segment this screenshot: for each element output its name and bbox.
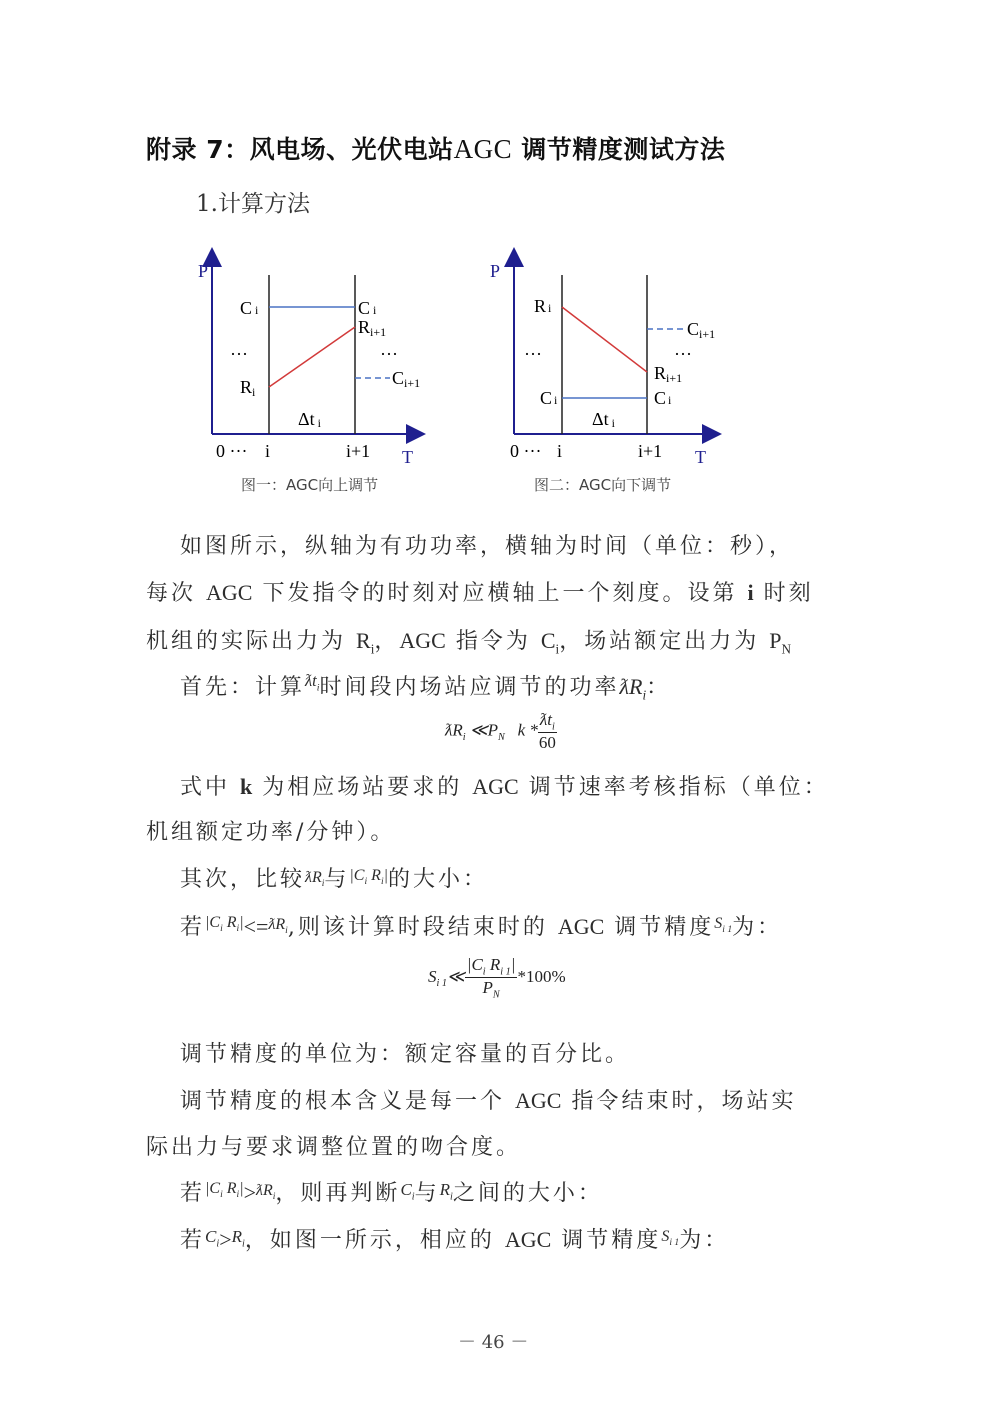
text-agc: AGC <box>472 774 519 799</box>
subscript: i <box>380 876 384 888</box>
text-agc: AGC <box>504 1227 552 1252</box>
delta-r-symbol <box>256 1182 276 1203</box>
label-ci1-right: Ci+1 <box>392 368 421 390</box>
tick-i: i <box>557 441 563 461</box>
denominator: 60 <box>538 733 556 753</box>
paragraph-1-line-3 <box>146 624 791 657</box>
text: | <box>383 867 389 884</box>
subscript: i <box>462 732 466 743</box>
label-ci-right: Ci <box>654 388 672 408</box>
paragraph-6: 调节精度的单位为：额定容量的百分比。 <box>180 1042 631 1067</box>
text: 的大小： <box>388 867 489 892</box>
symbol-c: C <box>540 628 556 653</box>
label-ri-left: Ri <box>534 296 552 316</box>
text: 首先：计算 <box>180 675 306 700</box>
text: 与 <box>324 867 350 892</box>
text: ： <box>646 675 672 700</box>
text: 指令为 <box>445 629 541 654</box>
subscript: i 1 <box>436 978 447 990</box>
symbol-r: R <box>356 628 371 653</box>
text: 为： <box>732 915 783 940</box>
label-ri-left: Ri <box>240 377 256 399</box>
figure-1-agc-up <box>180 245 450 505</box>
text: ƛR <box>268 916 286 933</box>
subscript: N <box>781 641 791 657</box>
subscript: i <box>316 681 320 693</box>
paragraph-5 <box>180 910 782 941</box>
text: ƛR <box>305 869 322 886</box>
numerator: $|C_i$ $R_{i 1}|$ <box>466 955 516 978</box>
text-agc: AGC <box>206 580 253 605</box>
text: ƛt <box>305 670 317 690</box>
page-number: － 46 － <box>458 1332 529 1353</box>
text: ，则再判断 <box>275 1181 401 1206</box>
text: ，如图一所示，相应的 <box>244 1228 505 1253</box>
subscript: i <box>370 641 375 657</box>
text-agc: AGC <box>399 628 446 653</box>
text: 下发指令的时刻对应横轴上一个刻度。设第 <box>252 581 748 606</box>
subscript: i 1 <box>500 966 511 978</box>
delta-r-symbol <box>268 916 288 937</box>
text: | <box>239 914 244 931</box>
paragraph-1-line-2 <box>146 576 814 607</box>
subscript: i <box>364 876 368 888</box>
tick-i: i <box>265 441 271 461</box>
text: 若 <box>180 1228 206 1253</box>
dots-left: ··· <box>230 344 248 364</box>
title-prefix: 附录 7：风电场、光伏电站 <box>146 135 454 164</box>
formula-delta-r <box>445 710 557 753</box>
subscript: i <box>551 721 555 733</box>
subscript: i <box>236 923 240 935</box>
text: 机组的实际出力为 <box>146 629 356 654</box>
tick-i1: i+1 <box>346 441 371 461</box>
paragraph-8 <box>180 1176 603 1207</box>
symbol-p: P <box>769 628 782 653</box>
text-i: i <box>747 580 754 605</box>
text: ƛt <box>539 710 552 729</box>
text: 调节精度的根本含义是每一个 <box>180 1089 515 1114</box>
dots-right: ··· <box>380 344 398 364</box>
subscript: i <box>482 966 486 978</box>
x-axis-label: T <box>695 447 706 467</box>
figure-2-agc-down <box>482 245 752 505</box>
paragraph-3-line-2: 机组额定功率/分钟）。 <box>146 820 396 845</box>
text: S <box>714 915 723 932</box>
tick-0: 0 ··· <box>510 441 542 461</box>
subscript: i 1 <box>669 1237 680 1249</box>
actual-line-ri <box>269 327 355 387</box>
formula-precision <box>428 955 566 1001</box>
text: 与 <box>414 1181 440 1206</box>
paragraph-3-line-1 <box>180 770 829 801</box>
text: R <box>222 914 237 931</box>
text: 调节精度 <box>604 915 715 940</box>
tick-0: 0 ··· <box>216 441 248 461</box>
subscript: i <box>321 878 325 890</box>
subscript: i 1 <box>722 924 733 936</box>
text: ，场站额定出力为 <box>559 629 770 654</box>
label-delta-t: Δt i <box>592 409 615 430</box>
delta-r-symbol <box>305 869 325 890</box>
text: S <box>428 966 437 986</box>
y-axis-label: P <box>490 261 501 281</box>
text: 时间段内场站应调节的功率 <box>319 675 620 700</box>
symbol-ri <box>231 1227 245 1250</box>
text: |C <box>349 867 365 884</box>
paragraph-7-line-1 <box>180 1084 796 1115</box>
text-gt: > <box>219 1227 232 1252</box>
text: 调节速率考核指标（单位： <box>518 775 829 800</box>
figure-2-caption: 图二：AGC向下调节 <box>534 476 672 494</box>
tick-i1: i+1 <box>638 441 663 461</box>
text: C <box>400 1180 412 1199</box>
abs-ci-ri <box>205 1180 244 1201</box>
dots-left: ··· <box>524 344 542 364</box>
denominator <box>465 978 518 1000</box>
paragraph-9 <box>180 1223 729 1254</box>
text: 指令结束时，场站实 <box>561 1089 797 1114</box>
subscript: i <box>272 1191 276 1203</box>
text: ≪P <box>469 720 499 740</box>
text-agc: AGC <box>515 1088 562 1113</box>
label-ci1-right: Ci+1 <box>687 319 716 341</box>
text: 每次 <box>146 581 206 606</box>
text: R <box>485 955 501 974</box>
text: R <box>439 1180 451 1199</box>
text: 若 <box>180 915 206 940</box>
text: 之间的大小： <box>452 1181 603 1206</box>
subscript: N <box>498 732 505 743</box>
delta-t-symbol <box>305 670 320 693</box>
text: 若 <box>180 1181 206 1206</box>
symbol-ci <box>400 1180 415 1203</box>
s-symbol <box>714 915 733 936</box>
subscript: i <box>411 1191 415 1203</box>
subscript: i <box>220 1189 223 1201</box>
label-delta-t: Δt i <box>298 409 321 430</box>
symbol-ri <box>439 1180 453 1203</box>
label-ci-left: Ci <box>240 298 259 318</box>
text: | <box>239 1180 244 1197</box>
text: |C <box>205 914 221 931</box>
text: C <box>205 1227 217 1246</box>
dots-right: ··· <box>674 344 692 364</box>
text: R <box>231 1227 243 1246</box>
text: ƛR <box>619 674 643 699</box>
symbol-k: k <box>240 774 253 799</box>
actual-line-ri <box>562 307 647 372</box>
text: P <box>482 978 493 998</box>
text: R <box>367 867 381 884</box>
appendix-title <box>146 130 725 166</box>
title-suffix: 调节精度测试方法 <box>512 135 726 164</box>
text: 其次，比较 <box>180 867 306 892</box>
abs-ci-ri <box>205 914 244 935</box>
text: R <box>222 1180 237 1197</box>
title-agc: AGC <box>453 134 513 164</box>
s-symbol <box>661 1228 680 1249</box>
text: |C <box>205 1180 221 1197</box>
y-axis-label: P <box>198 261 209 281</box>
text: ,则该计算时段结束时的 <box>287 915 558 940</box>
text: |C <box>466 955 483 974</box>
text: 式中 <box>180 775 240 800</box>
text-le: <= <box>243 914 269 939</box>
paragraph-7-line-2: 际出力与要求调整位置的吻合度。 <box>146 1135 522 1160</box>
text: *100% <box>517 966 566 986</box>
figure-1-caption: 图一：AGC向上调节 <box>241 476 379 494</box>
symbol-ci <box>205 1227 220 1250</box>
label-ri1-right: Ri+1 <box>358 317 387 339</box>
text-agc: AGC <box>557 914 605 939</box>
subscript: i <box>216 1238 220 1250</box>
text: 为： <box>679 1228 730 1253</box>
subscript: i <box>450 1191 453 1203</box>
label-ri1-right: Ri+1 <box>654 363 683 385</box>
text: ƛR <box>445 720 463 740</box>
subscript: i <box>555 641 560 657</box>
subscript: i <box>285 925 288 937</box>
x-axis-label: T <box>402 447 413 467</box>
text: ≪ <box>446 966 465 986</box>
delta-r-symbol <box>619 674 647 703</box>
subscript: i <box>220 923 223 935</box>
label-ci-left: Ci <box>540 388 558 408</box>
paragraph-4 <box>180 862 488 893</box>
subscript: i <box>236 1189 240 1201</box>
section-heading: 1.计算方法 <box>196 191 310 217</box>
text: k * <box>517 720 538 740</box>
subscript: N <box>492 989 500 1001</box>
numerator <box>538 710 557 733</box>
subscript: i <box>642 687 647 703</box>
text: S <box>661 1228 670 1245</box>
paragraph-1-line-1: 如图所示，纵轴为有功功率，横轴为时间（单位：秒）， <box>180 534 795 559</box>
text: ƛR <box>256 1182 273 1199</box>
label-ci-right: Ci <box>358 298 377 318</box>
subscript: i <box>242 1238 245 1250</box>
abs-ci-ri <box>349 867 389 888</box>
text-gt: > <box>243 1180 257 1205</box>
text: 为相应场站要求的 <box>252 775 473 800</box>
fraction <box>538 710 557 753</box>
fraction <box>465 955 518 1001</box>
text: 时刻 <box>753 581 814 606</box>
paragraph-2 <box>180 670 671 703</box>
text: ， <box>374 629 400 654</box>
text: 调节精度 <box>551 1228 662 1253</box>
